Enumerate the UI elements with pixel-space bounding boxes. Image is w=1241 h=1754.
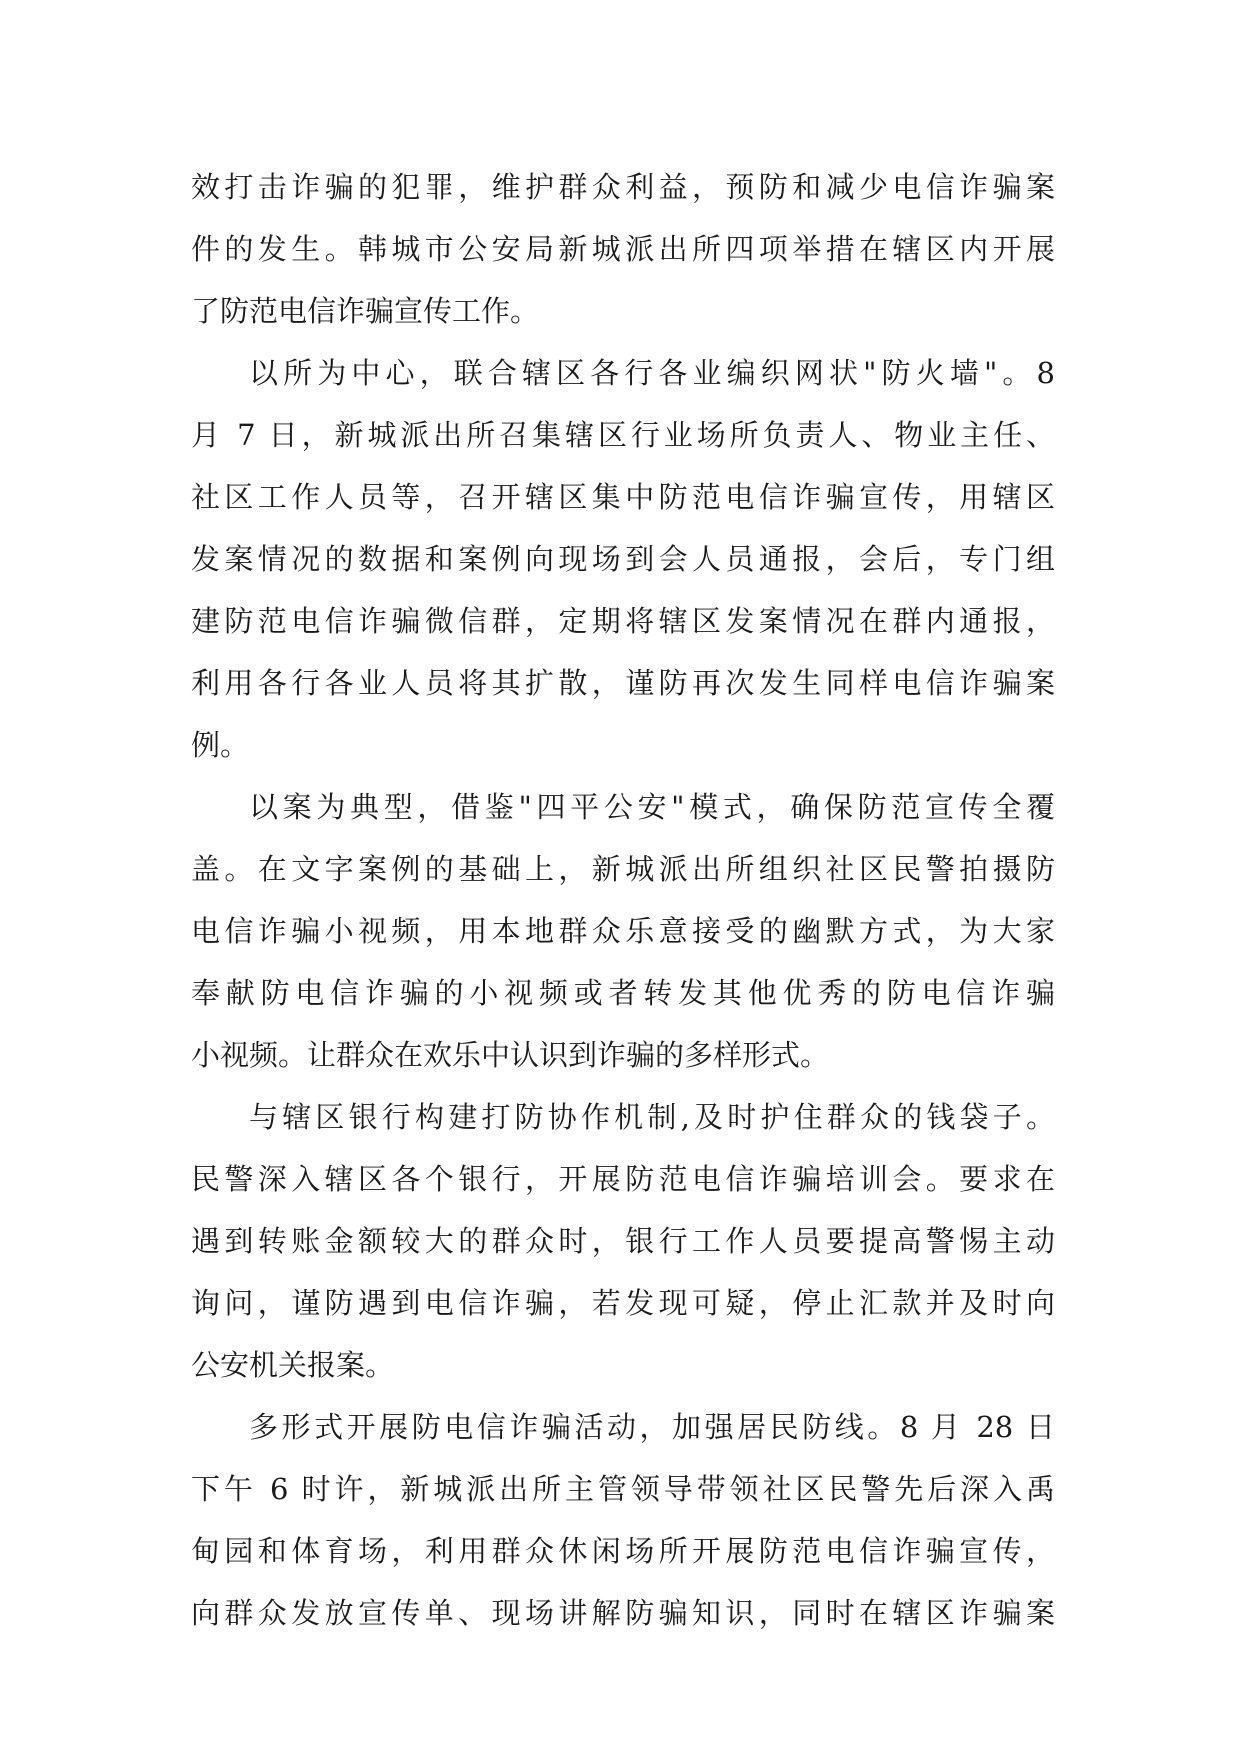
paragraph-start-line: 多形式开展防电信诈骗活动，加强居民防线。8 月 28 日 bbox=[249, 1410, 1055, 1444]
body-text bbox=[191, 156, 1055, 1644]
text-line: 建防范电信诈骗微信群，定期将辖区发案情况在群内通报， bbox=[191, 604, 1055, 638]
text-line: 盖。在文字案例的基础上，新城派出所组织社区民警拍摄防 bbox=[191, 852, 1055, 886]
text-line: 公安机关报案。 bbox=[191, 1348, 395, 1382]
paragraph-start-line: 以所为中心，联合辖区各行各业编织网状"防火墙"。8 bbox=[249, 356, 1055, 390]
paragraph-start-line: 以案为典型，借鉴"四平公安"模式，确保防范宣传全覆 bbox=[249, 790, 1055, 824]
text-line: 发案情况的数据和案例向现场到会人员通报，会后，专门组 bbox=[191, 542, 1055, 576]
text-line: 奉献防电信诈骗的小视频或者转发其他优秀的防电信诈骗 bbox=[191, 976, 1055, 1010]
text-line: 向群众发放宣传单、现场讲解防骗知识，同时在辖区诈骗案 bbox=[191, 1596, 1055, 1630]
text-line: 件的发生。韩城市公安局新城派出所四项举措在辖区内开展 bbox=[191, 232, 1055, 266]
text-line: 电信诈骗小视频，用本地群众乐意接受的幽默方式，为大家 bbox=[191, 914, 1055, 948]
text-line: 遇到转账金额较大的群众时，银行工作人员要提高警惕主动 bbox=[191, 1224, 1055, 1258]
text-line: 效打击诈骗的犯罪，维护群众利益，预防和减少电信诈骗案 bbox=[191, 170, 1055, 204]
text-line: 民警深入辖区各个银行，开展防范电信诈骗培训会。要求在 bbox=[191, 1162, 1055, 1196]
text-line: 社区工作人员等，召开辖区集中防范电信诈骗宣传，用辖区 bbox=[191, 480, 1055, 514]
text-line: 利用各行各业人员将其扩散，谨防再次发生同样电信诈骗案 bbox=[191, 666, 1055, 700]
text-line: 下午 6 时许，新城派出所主管领导带领社区民警先后深入禹 bbox=[191, 1472, 1055, 1506]
text-line: 小视频。让群众在欢乐中认识到诈骗的多样形式。 bbox=[191, 1038, 830, 1072]
text-line: 月 7 日，新城派出所召集辖区行业场所负责人、物业主任、 bbox=[191, 418, 1055, 452]
text-line: 询问，谨防遇到电信诈骗，若发现可疑，停止汇款并及时向 bbox=[191, 1286, 1055, 1320]
text-line: 了防范电信诈骗宣传工作。 bbox=[191, 294, 540, 328]
text-line: 甸园和体育场，利用群众休闲场所开展防范电信诈骗宣传， bbox=[191, 1534, 1055, 1568]
text-line: 例。 bbox=[191, 728, 250, 762]
paragraph-start-line: 与辖区银行构建打防协作机制,及时护住群众的钱袋子。 bbox=[249, 1100, 1055, 1134]
